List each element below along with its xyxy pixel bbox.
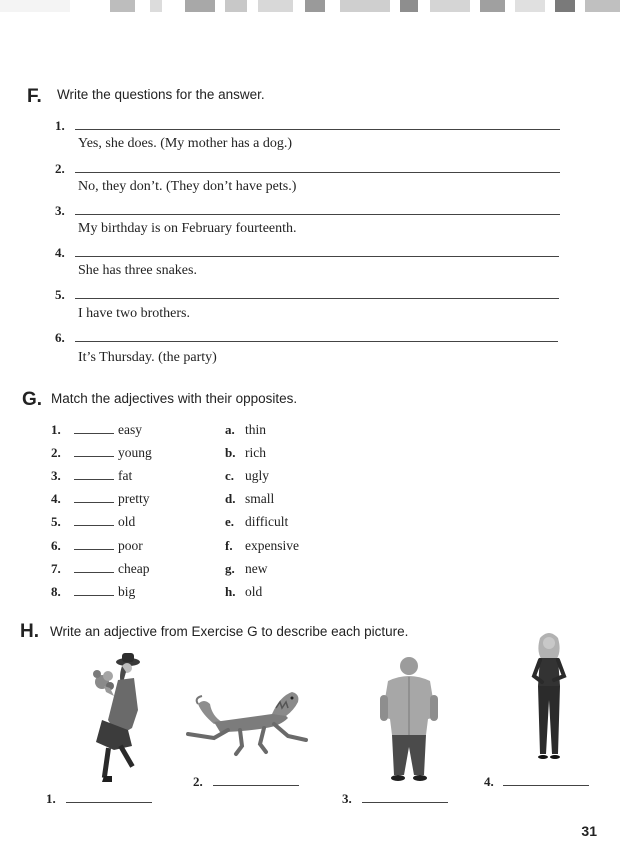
opposite-letter: b.	[225, 445, 236, 460]
opposite-letter: c.	[225, 468, 235, 483]
adjective: poor	[118, 538, 143, 553]
opposite-letter: g.	[225, 561, 235, 576]
question-number: 6.	[55, 330, 65, 345]
opposite-letter: f.	[225, 538, 233, 553]
picture-number: 4.	[484, 774, 494, 789]
adjective: fat	[118, 468, 133, 483]
picture-number: 3.	[342, 791, 352, 806]
adjective: pretty	[118, 491, 150, 506]
given-answer: She has three snakes.	[78, 263, 197, 278]
opposite-word: rich	[245, 445, 266, 460]
picture-answer-blank[interactable]	[503, 785, 589, 786]
opposite-letter: a.	[225, 422, 235, 437]
match-blank[interactable]	[74, 456, 114, 457]
given-answer: My birthday is on February fourteenth.	[78, 221, 297, 236]
match-blank[interactable]	[74, 549, 114, 550]
section-f-letter: F.	[27, 86, 42, 107]
question-answer-line[interactable]	[75, 129, 560, 130]
lizard-photo	[184, 684, 316, 760]
section-g-title: Match the adjectives with their opposites.	[51, 391, 298, 406]
picture-answer-blank[interactable]	[362, 802, 448, 803]
match-blank[interactable]	[74, 595, 114, 596]
question-answer-line[interactable]	[75, 172, 560, 173]
opposite-word: new	[245, 561, 268, 576]
match-blank[interactable]	[74, 572, 114, 573]
opposite-letter: h.	[225, 584, 236, 599]
question-answer-line[interactable]	[75, 298, 559, 299]
adjective: young	[118, 445, 152, 460]
page-number: 31	[581, 823, 597, 839]
given-answer: Yes, she does. (My mother has a dog.)	[78, 136, 292, 151]
picture-answer-blank[interactable]	[213, 785, 299, 786]
opposite-word: ugly	[245, 468, 270, 483]
match-number: 7.	[51, 561, 61, 576]
match-number: 4.	[51, 491, 61, 506]
question-answer-line[interactable]	[75, 341, 558, 342]
match-blank[interactable]	[74, 502, 114, 503]
adjective: easy	[118, 422, 142, 437]
match-number: 5.	[51, 514, 61, 529]
match-number: 8.	[51, 584, 61, 599]
opposite-letter: e.	[225, 514, 235, 529]
question-number: 3.	[55, 203, 65, 218]
match-number: 6.	[51, 538, 61, 553]
heavy-man-photo	[378, 655, 440, 787]
opposite-word: expensive	[245, 538, 299, 553]
match-number: 3.	[51, 468, 61, 483]
section-h-letter: H.	[20, 621, 39, 642]
section-g-letter: G.	[22, 389, 43, 410]
question-answer-line[interactable]	[75, 214, 560, 215]
match-number: 1.	[51, 422, 61, 437]
opposite-word: difficult	[245, 514, 289, 529]
adjective: cheap	[118, 561, 150, 576]
opposite-word: old	[245, 584, 263, 599]
opposite-word: small	[245, 491, 275, 506]
adjective: big	[118, 584, 136, 599]
question-answer-line[interactable]	[75, 256, 559, 257]
given-answer: It’s Thursday. (the party)	[78, 350, 217, 365]
section-f-title: Write the questions for the answer.	[57, 87, 265, 102]
top-decorative-bar	[0, 0, 638, 14]
thin-woman-photo	[528, 630, 570, 762]
picture-number: 2.	[193, 774, 203, 789]
adjective: old	[118, 514, 136, 529]
match-blank[interactable]	[74, 525, 114, 526]
question-number: 1.	[55, 118, 65, 133]
opposite-word: thin	[245, 422, 267, 437]
opposite-letter: d.	[225, 491, 236, 506]
section-h-title: Write an adjective from Exercise G to describe each picture.	[50, 624, 409, 639]
given-answer: I have two brothers.	[78, 306, 190, 321]
woman-with-flowers-photo	[88, 650, 148, 784]
question-number: 2.	[55, 161, 65, 176]
picture-number: 1.	[46, 791, 56, 806]
picture-answer-blank[interactable]	[66, 802, 152, 803]
question-number: 4.	[55, 245, 65, 260]
given-answer: No, they don’t. (They don’t have pets.)	[78, 179, 297, 194]
match-blank[interactable]	[74, 479, 114, 480]
question-number: 5.	[55, 287, 65, 302]
match-number: 2.	[51, 445, 61, 460]
match-blank[interactable]	[74, 433, 114, 434]
